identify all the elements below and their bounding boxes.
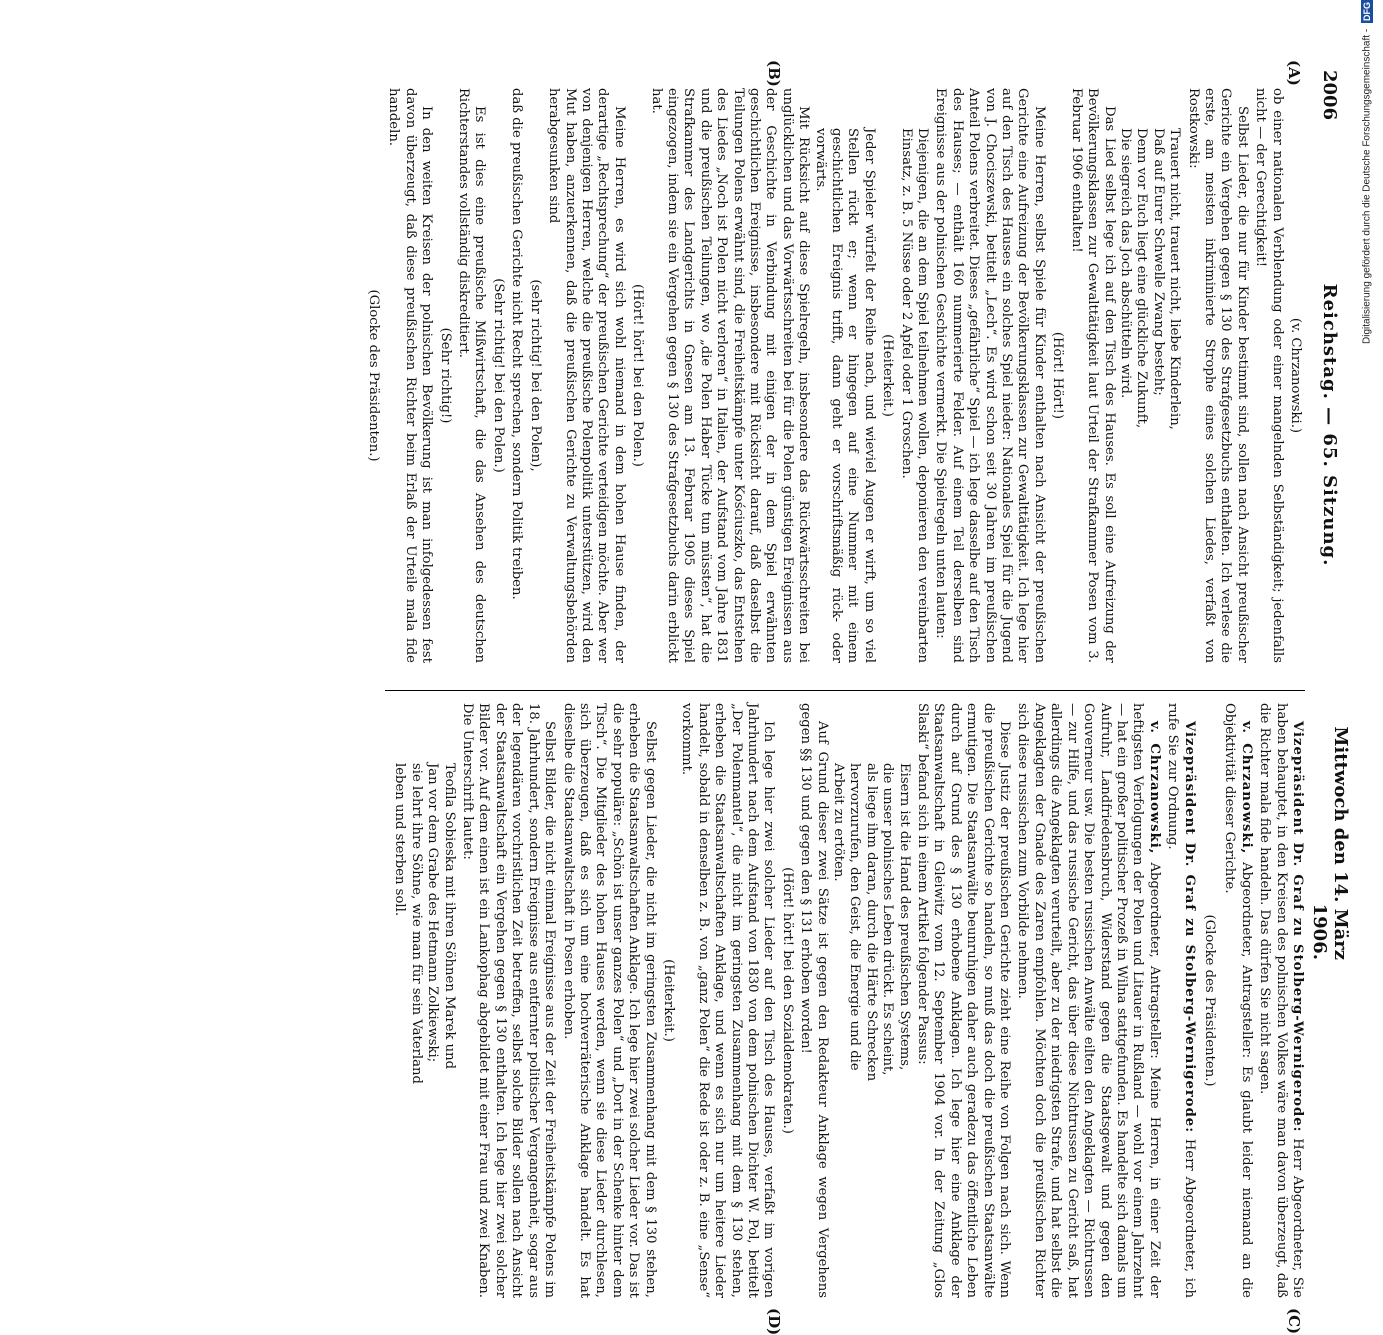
speaker-name: v. Chrzanowski, — [1146, 721, 1162, 855]
margin-marker-a: (A) — [1285, 60, 1303, 86]
president-bell: (Glocke des Präsidenten.) — [366, 289, 382, 462]
verse-line: Die siegreich das Joch abschütteln wird. — [1117, 128, 1133, 399]
paragraph: Jeder Spieler würfelt der Reihe nach, und wieviel Augen er wirft, um so viel Stellen rückt er; wenn er hingegen auf eine Nummer mit einem geschichtlichen Ereignis trifft, dann geht er vorschriftsmäßig rück- oder vorwärts. — [812, 128, 877, 663]
paragraph: Es ist dies eine preußische Mißwirtschaft, die das Ansehen des deutschen Richterstandes vollständig diskreditiert. — [456, 88, 488, 663]
president-bell: (Glocke des Präsidenten.) — [1201, 914, 1217, 1087]
paragraph: Meine Herren, selbst Spiele für Kinder enthalten nach Ansicht der preußischen Gerichte eine Aufreizung der Bevölkerungsklassen zur Gewalttätigkeit. Ich lege hier auf den Tisch des Hauses ein solches Spiel nieder: Nationales Spiel für die Jugend von J. Chociszewski, betitelt „Lech“. Es wird schon seit 30 Jahren im preußischen Anteil Polens verbreitet. Dieses „gefährliche“ Spiel — ich lege dasselbe auf den Tisch des Hauses; — enthält 160 nummerierte Felder. Auf einem Teil derselben sind Ereignisse aus der polnischen Geschichte vermerkt. Die Spielregeln unten lauten: — [933, 88, 1047, 663]
paragraph: Herr Abgeordneter, ich rufe Sie zur Ordnung. — [1165, 703, 1197, 1298]
paragraph: Abgeordneter, Antragsteller: Es glaubt leider niemand an die Objektivität dieser Gerichte. — [1222, 703, 1254, 1298]
speaker-tag: (v. Chrzanowski.) — [1288, 317, 1303, 434]
speaker-name: v. Chrzanowski, — [1238, 721, 1254, 855]
page-number: 2006 — [1319, 70, 1341, 121]
page-title: Reichstag. — 65. Sitzung. — [1319, 283, 1341, 567]
paragraph: Meine Herren, es wird sich wohl niemand in dem hohen Hause finden, der derartige „Rechtsprechung“ der preußischen Gerichte verteidigen möchte. Aber wer von denjenigen Herren, welche die preußische Polenpolitik unterstützen, wird den Mut haben, anzuerkennen, daß die preußischen Gerichte zu Verwaltungsbehörden herabgesunken sind — [546, 88, 627, 663]
interjection: (Hört! Hört!) — [1050, 331, 1066, 420]
speaker-name: Vizepräsident Dr. Graf zu Stolberg-Wernigerode: — [1181, 721, 1197, 1134]
verse-line: Denn vor Euch liegt eine glückliche Zukunft, — [1134, 128, 1150, 429]
paragraph: Ich lege hier zwei solcher Lieder auf den Tisch des Hauses, verfaßt im vorigen Jahrhundert nach dem Aufstand von 1830 von dem polnischen Dichter W. Pol, betitelt „Der Polenmantel“, die nicht im geringsten Zusammenhang mit dem § 130 stehen, erheben die Staatsanwaltschaften Anklage, und wenn es sich nur um heitere Lieder handelt, sobald in denselben z. B. von „ganz Polen“ die Rede ist oder z. B. eine „Sense“ vorkommt. — [679, 703, 777, 1298]
speaker-name: Vizepräsident Dr. Graf zu Stolberg-Wernigerode: — [1290, 721, 1305, 1133]
verse-line: Arbeit zu ertöten. — [831, 763, 847, 882]
page-date: Mittwoch den 14. März 1906. — [1309, 726, 1351, 960]
interjection: (Hört! hört! bei den Polen.) — [630, 284, 646, 467]
verse-line: als liege ihm daran, durch die Härte Schrecken — [863, 763, 879, 1082]
verse-line: Daß auf Eurer Schwelle Zwang besteht; — [1150, 128, 1166, 396]
dfg-logo: DFG — [1362, 2, 1372, 21]
margin-marker-c: (C) — [1285, 1308, 1303, 1335]
paragraph: Selbst Lieder, die nur für Kinder bestimmt sind, sollen nach Ansicht preußischer Gerichte ein Vergehen gegen § 130 des Strafgesetzbuchs enthalten. Ich verlese die erste, am meisten inkriminierte Strophe eines solchen Liedes, verfaßt von Rostkowski: — [1185, 88, 1250, 663]
paragraph: ob einer nationalen Verblendung oder einer mangelnden Selbständigkeit; jedenfalls nicht — der Gerechtigkeit! — [1253, 88, 1285, 663]
verse-line: Eisern ist die Hand des preußischen Systems, — [896, 763, 912, 1071]
interjection: (Heiterkeit.) — [660, 959, 676, 1042]
right-column — [391, 703, 1305, 1298]
verse-line: Teofila Sobieska mit ihren Söhnen Marek und — [441, 763, 457, 1070]
paragraph: Herr Abgeordneter, Sie haben behauptet, in den Kreisen des polnischen Volkes wäre man davon überzeugt, daß die Richter mala fide handeln. Das dürfen Sie nicht sagen. — [1257, 703, 1305, 1298]
paragraph: In den weiten Kreisen der polnischen Bevölkerung ist man infolgedessen fest davon überzeugt, daß diese preußischen Richter beim Erlaß der Urteile mala fide handeln. — [386, 88, 435, 663]
paragraph: Mit Rücksicht auf diese Spielregeln, insbesondere das Rückwärtsschreiten bei unglücklichen und das Vorwärtsschreiten bei für die Polen günstigen Ereignissen aus der Geschichte in Verbindung mit einigen der in dem Spiel erwähnten geschichtlichen Ereignisse, insbesondere mit Rücksicht darauf, daß daselbst die Teilungen Polens erwähnt sind, die Freiheitskämpfe unter Kościuszko, das Entstehen des Liedes „Noch ist Polen nicht verloren“ in Italien, der Aufstand vom Jahre 1831 und die preußischen Teilungen, wo „die Polen Haber Tücke tun müssten“, hat die Strafkammer des Landgerichts in Gnesen am 13. Februar 1905 dieses Spiel eingezogen, indem sie ein Vergehen gegen § 130 des Strafgesetzbuchs darin erblickt hat. — [648, 88, 812, 663]
verse-line: hervorzurufen, den Geist, die Energie und die — [847, 763, 863, 1071]
margin-marker-d: (D) — [765, 1308, 783, 1335]
column-divider — [385, 690, 1305, 691]
verse-line: leben und sterben soll. — [392, 763, 408, 917]
verse-line: Jan vor dem Grabe des Hetmann Zolkiewski; — [425, 763, 441, 1063]
paragraph: Das Lied selbst lege ich auf den Tisch des Hauses. Es soll eine Aufreizung der Bevölkerungsklassen zur Gewalttätigkeit laut Urteil der Strafkammer Posen vom 3. Februar 1906 enthalten! — [1068, 88, 1117, 663]
verse-line: die unser polnisches Leben drückt. Es scheint, — [880, 763, 896, 1076]
margin-marker-b: (B) — [765, 60, 783, 87]
paragraph: Auf Grund dieser zwei Sätze ist gegen den Redakteur Anklage wegen Vergehens gegen §§ 130 und gegen den § 131 erhoben worden! — [798, 703, 830, 1298]
paragraph: Abgeordneter, Antragsteller: Meine Herren, in einer Zeit der heftigsten Verfolgungen der Polen und Litauer in Rußland — wohl vor einem Jahrzehnt — hat ein großer politischer Prozeß in Wilna stattgefunden. Es handelte sich damals um Aufruhr, Landfriedensbruch, Widerstand gegen die Staatsgewalt und gegen den Gouverneur usw. Die besten russischen Anwälte eilten den Angeklagten — Richtrussen — zur Hilfe, und das russische Gericht, das über diese Nichtrussen zu Gericht saß, hat allerdings die Angeklagten verurteilt, aber zu der niedrigsten Strafe, und hat selbst die Angeklagten der Gnade des Zaren empfohlen. Möchten doch die preußischen Richter sich diese russischen zum Vorbilde nehmen. — [1015, 703, 1162, 1298]
left-column — [361, 88, 1305, 663]
page-header — [1309, 70, 1351, 960]
digitization-text: Digitalisierung gefördert durch die Deutsche Forschungsgemeinschaft - — [1361, 29, 1373, 345]
paragraph: Selbst Bilder, die nicht einmal Ereignisse aus der Zeit der Freiheitskämpfe Polens im 18. Jahrhundert, sondern Ereignisse aus entfernter politischer Vergangenheit, sogar aus der legendären vorchristlichen Zeit betreffen, selbst solche Bilder sollen nach Ansicht der Staatsanwaltschaft ein Vergehen gegen § 130 enthalten. Ich lege hier zwei solcher Bilder vor. Auf dem einen ist ein Lankophag abgebildet mit einer Frau und zwei Knaben. Die Unterschrift lautet: — [460, 703, 558, 1298]
interjection: (Sehr richtig!) — [437, 327, 453, 424]
digitization-credit — [1359, 0, 1375, 1000]
paragraph: daß die preußischen Gerichte nicht Recht sprechen, sondern Politik treiben. — [509, 88, 525, 600]
paragraph: Selbst gegen Lieder, die nicht im geringsten Zusammenhang mit dem § 130 stehen, erheben die Staatsanwaltschaften Anklage. Ich lege hier zwei solcher Lieder vor. Das ist die sehr populäre: „Schön ist unser ganzes Polen“ und „Dort in der Schenke hinter dem Tisch“. Die Mitglieder des hohen Hauses werden, wenn sie diese Lieder durchlesen, sich überzeugen, daß es sich um eine hochverräterische Anklage handelt. Es hat dieselbe die Staatsanwaltschaft in Posen erhoben. — [560, 703, 658, 1298]
verse-line: sie lehrt ihre Söhne, wie man für sein Vaterland — [408, 763, 424, 1084]
paragraph: Diese Justiz der preußischen Gerichte zieht eine Reihe von Folgen nach sich. Wenn die preußischen Gerichte so handeln, so muß das doch die preußischen Staatsanwälte ermutigen. Die Staatsanwälte beunruhigen daher auch geradezu das öffentliche Leben durch auf Grund des § 130 erhobene Anklagen. Ich lege hier eine Anklage der Staatsanwaltschaft in Gleiwitz vom 12. September 1904 vor. In der Zeitung „Glos Slaski“ befand sich in einem Artikel folgender Passus: — [915, 703, 1013, 1298]
interjection: (Hört! hört! bei den Sozialdemokraten.) — [779, 867, 795, 1134]
interjection: (Heiterkeit.) — [880, 334, 896, 417]
interjection: (sehr richtig! bei den Polen), — [527, 279, 543, 472]
paragraph: Diejenigen, die an dem Spiel teilnehmen wollen, deponieren den vereinbarten Einsatz, z. B. 5 Nüsse oder 2 Apfel oder 1 Groschen. — [898, 128, 931, 663]
interjection: (Sehr richtig! bei den Polen.) — [490, 278, 506, 473]
verse-line: Trauert nicht, trauert nicht, liebe Kinderlein, — [1167, 128, 1183, 430]
